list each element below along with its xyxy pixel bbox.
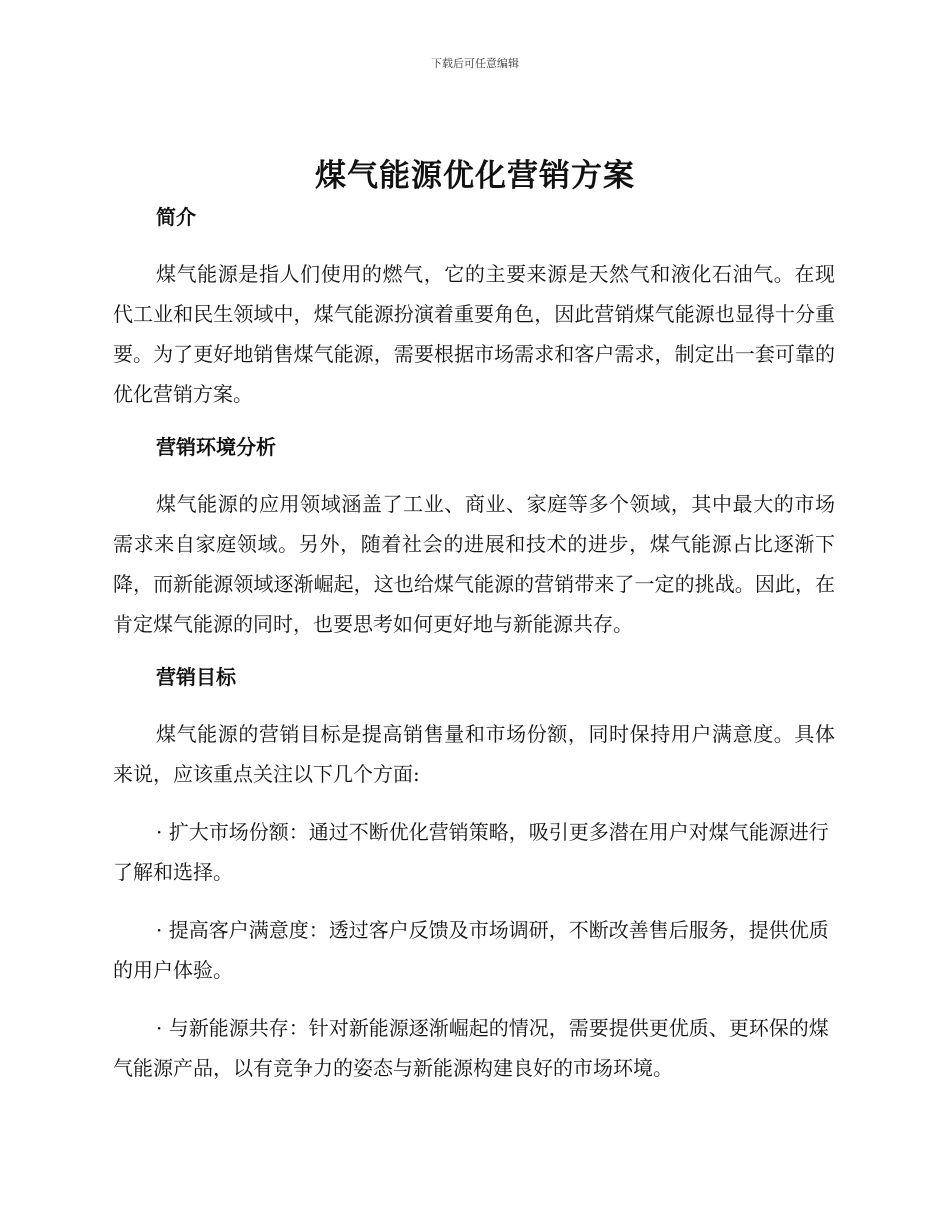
goals-paragraph: 煤气能源的营销目标是提高销售量和市场份额，同时保持用户满意度。具体来说，应该重点关注以下几个方面:	[113, 722, 835, 786]
goal-bullet-coexist: · 与新能源共存：针对新能源逐渐崛起的情况，需要提供更优质、更环保的煤气能源产品，以有竞争力的姿态与新能源构建良好的市场环境。	[113, 1016, 829, 1080]
section-heading-goals: 营销目标	[156, 665, 236, 689]
intro-paragraph: 煤气能源是指人们使用的燃气，它的主要来源是天然气和液化石油气。在现代工业和民生领域中，煤气能源扮演着重要角色，因此营销煤气能源也显得十分重要。为了更好地销售煤气能源，需要根据市场需求和客户需求，制定出一套可靠的优化营销方案。	[113, 262, 835, 406]
goal-bullet-satisfaction: · 提高客户满意度：透过客户反馈及市场调研，不断改善售后服务，提供优质的用户体验。	[113, 918, 829, 982]
environment-paragraph: 煤气能源的应用领域涵盖了工业、商业、家庭等多个领域，其中最大的市场需求来自家庭领域。另外，随着社会的进展和技术的进步，煤气能源占比逐渐下降，而新能源领域逐渐崛起，这也给煤气能源的营销带来了一定的挑战。因此，在肯定煤气能源的同时，也要思考如何更好地与新能源共存。	[113, 492, 835, 636]
section-heading-intro: 简介	[156, 205, 196, 229]
document-title: 煤气能源优化营销方案	[315, 158, 635, 194]
document-body	[113, 202, 835, 1088]
goal-bullet-market-share: · 扩大市场份额：通过不断优化营销策略，吸引更多潜在用户对煤气能源进行了解和选择。	[113, 820, 829, 884]
section-heading-environment: 营销环境分析	[156, 435, 276, 459]
header-note: 下载后可任意编辑	[431, 57, 519, 70]
